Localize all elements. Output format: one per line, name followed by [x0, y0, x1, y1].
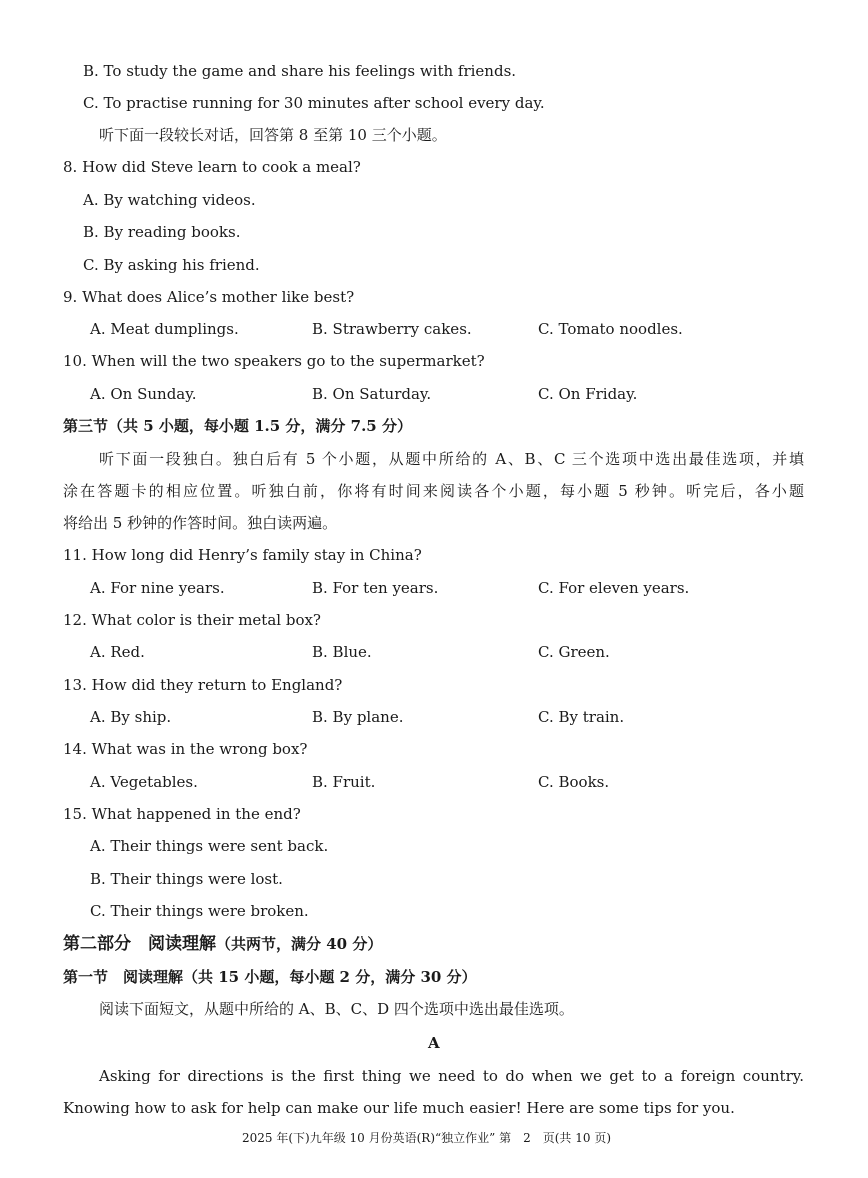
q8-option-a: A. By watching videos. — [83, 191, 256, 209]
q9-option-b: B. Strawberry cakes. — [312, 320, 472, 338]
part-2-heading — [63, 934, 382, 954]
q11-option-a: A. For nine years. — [90, 579, 225, 597]
q15-option-a: A. Their things were sent back. — [90, 837, 329, 855]
section-1-title: 第一节 阅读理解 — [63, 968, 184, 986]
part-2-title: 第二部分 阅读理解 — [63, 934, 216, 954]
q12-option-b: B. Blue. — [312, 643, 372, 661]
q10-option-b: B. On Saturday. — [312, 385, 432, 403]
passage-line-2: Knowing how to ask for help can make our life much easier! Here are some tips for you. — [63, 1099, 735, 1117]
q15-option-c: C. Their things were broken. — [90, 902, 309, 920]
q15-option-b: B. Their things were lost. — [90, 870, 283, 888]
section-3-instructions-line-2: 涂在答题卡的相应位置。听独白前，你将有时间来阅读各个小题，每小题 5 秒钟。听完后，各小题 — [63, 482, 804, 500]
q7-option-c: C. To practise running for 30 minutes after school every day. — [83, 94, 545, 112]
question-12: 12. What color is their metal box? — [63, 611, 321, 629]
part-2-note: （共两节，满分 40 分） — [216, 935, 383, 953]
q14-option-c: C. Books. — [538, 773, 610, 791]
q12-option-a: A. Red. — [90, 643, 145, 661]
q13-option-c: C. By train. — [538, 708, 625, 726]
page-footer: 2025 年(下)九年级 10 月份英语(R)“独立作业” 第 2 页(共 10 页) — [242, 1131, 611, 1145]
section-1-heading — [63, 967, 477, 987]
question-8: 8. How did Steve learn to cook a meal? — [63, 158, 361, 176]
q7-option-b: B. To study the game and share his feelings with friends. — [83, 62, 517, 80]
question-9: 9. What does Alice’s mother like best? — [63, 288, 355, 306]
instruction-8-10: 听下面一段较长对话，回答第 8 至第 10 三个小题。 — [99, 126, 447, 144]
q14-option-b: B. Fruit. — [312, 773, 376, 791]
q13-option-b: B. By plane. — [312, 708, 404, 726]
section-3-instructions-line-1: 听下面一段独白。独白后有 5 个小题，从题中所给的 A、B、C 三个选项中选出最佳选项，并填 — [99, 450, 804, 468]
section-1-note: （共 15 小题，每小题 2 分，满分 30 分） — [183, 968, 477, 986]
q14-option-a: A. Vegetables. — [90, 773, 198, 791]
passage-line-1: Asking for directions is the first thing we need to do when we get to a foreign country. — [99, 1067, 804, 1085]
question-11: 11. How long did Henry’s family stay in China? — [63, 546, 422, 564]
q12-option-c: C. Green. — [538, 643, 610, 661]
q11-option-c: C. For eleven years. — [538, 579, 690, 597]
q11-option-b: B. For ten years. — [312, 579, 439, 597]
section-3-instructions-line-3: 将给出 5 秒钟的作答时间。独白读两遍。 — [63, 514, 338, 532]
question-10: 10. When will the two speakers go to the supermarket? — [63, 352, 485, 370]
question-14: 14. What was in the wrong box? — [63, 740, 308, 758]
passage-label: A — [428, 1034, 440, 1052]
section-1-instructions: 阅读下面短文，从题中所给的 A、B、C、D 四个选项中选出最佳选项。 — [99, 1000, 574, 1018]
q8-option-b: B. By reading books. — [83, 223, 241, 241]
q9-option-c: C. Tomato noodles. — [538, 320, 683, 338]
q9-option-a: A. Meat dumplings. — [90, 320, 239, 338]
section-3-heading: 第三节（共 5 小题，每小题 1.5 分，满分 7.5 分） — [63, 417, 412, 435]
q8-option-c: C. By asking his friend. — [83, 256, 260, 274]
question-15: 15. What happened in the end? — [63, 805, 301, 823]
question-13: 13. How did they return to England? — [63, 676, 343, 694]
q10-option-c: C. On Friday. — [538, 385, 638, 403]
q10-option-a: A. On Sunday. — [90, 385, 197, 403]
q13-option-a: A. By ship. — [90, 708, 172, 726]
